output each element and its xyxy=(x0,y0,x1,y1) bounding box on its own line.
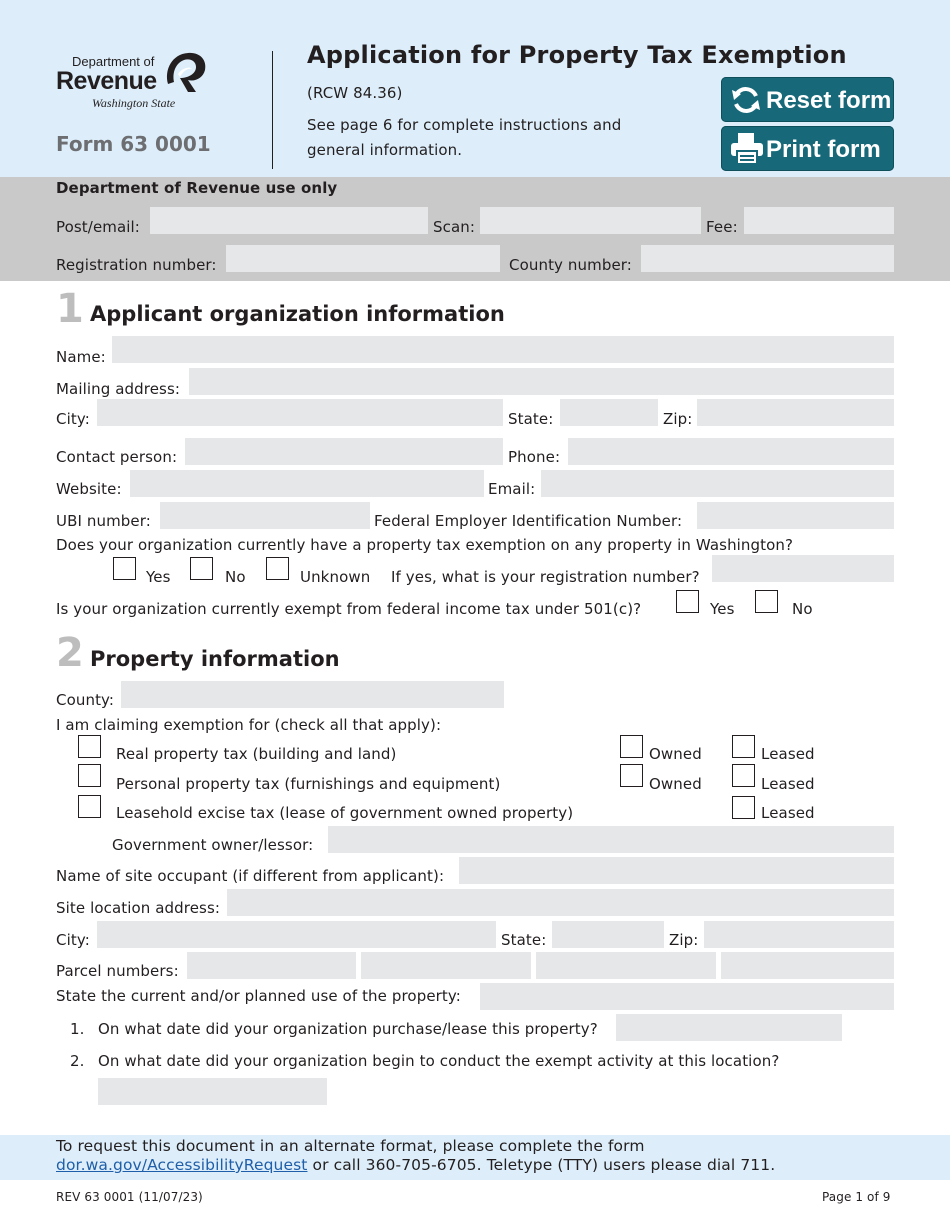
print-form-button[interactable] xyxy=(721,126,894,171)
current-use-label: State the current and/or planned use of the property: xyxy=(56,987,461,1005)
real-property-checkbox[interactable] xyxy=(78,735,101,758)
logo-emblem-icon xyxy=(162,50,208,94)
site-zip-label: Zip: xyxy=(669,931,699,949)
post-email-label: Post/email: xyxy=(56,218,140,236)
dor-logo xyxy=(56,50,216,112)
existing-no-checkbox[interactable] xyxy=(190,557,213,580)
ubi-label: UBI number: xyxy=(56,512,151,530)
site-occupant-field[interactable] xyxy=(459,857,894,884)
logo-line1: Department of xyxy=(72,54,155,69)
existing-yes-label: Yes xyxy=(146,568,171,586)
section2-title: Property information xyxy=(90,647,340,671)
state-label: State: xyxy=(508,410,554,428)
real-owned-checkbox[interactable] xyxy=(620,735,643,758)
question1-text: On what date did your organization purchase/lease this property? xyxy=(98,1020,598,1038)
email-label: Email: xyxy=(488,480,536,498)
section1-number: 1 xyxy=(56,286,84,332)
mailing-address-field[interactable] xyxy=(189,368,894,395)
question1-number: 1. xyxy=(70,1020,85,1038)
name-label: Name: xyxy=(56,348,106,366)
county-number-field[interactable] xyxy=(641,245,894,272)
website-label: Website: xyxy=(56,480,122,498)
city-field[interactable] xyxy=(97,399,503,426)
parcel-number-field[interactable] xyxy=(361,952,531,979)
personal-property-checkbox[interactable] xyxy=(78,764,101,787)
personal-leased-checkbox[interactable] xyxy=(732,764,755,787)
federal-yes-checkbox[interactable] xyxy=(676,590,699,613)
contact-person-label: Contact person: xyxy=(56,448,178,466)
state-field[interactable] xyxy=(560,399,658,426)
real-leased-label: Leased xyxy=(761,745,815,763)
site-location-field[interactable] xyxy=(227,889,894,916)
county-label: County: xyxy=(56,691,115,709)
logo-line3: Washington State xyxy=(92,96,176,110)
leasehold-leased-checkbox[interactable] xyxy=(732,796,755,819)
registration-number-label: Registration number: xyxy=(56,256,217,274)
rcw-ref: (RCW 84.36) xyxy=(307,84,403,102)
fein-field[interactable] xyxy=(697,502,894,529)
reset-form-label: Reset form xyxy=(766,87,892,114)
leasehold-leased-label: Leased xyxy=(761,804,815,822)
zip-field[interactable] xyxy=(697,399,894,426)
personal-owned-label: Owned xyxy=(649,775,702,793)
page-number: Page 1 of 9 xyxy=(822,1190,891,1204)
real-property-label: Real property tax (building and land) xyxy=(116,745,397,763)
phone-label: Phone: xyxy=(508,448,561,466)
personal-leased-label: Leased xyxy=(761,775,815,793)
fee-field[interactable] xyxy=(744,207,894,234)
scan-field[interactable] xyxy=(480,207,701,234)
contact-person-field[interactable] xyxy=(185,438,503,465)
personal-property-label: Personal property tax (furnishings and equipment) xyxy=(116,775,501,793)
parcel-numbers-label: Parcel numbers: xyxy=(56,962,179,980)
site-occupant-label: Name of site occupant (if different from applicant): xyxy=(56,867,445,885)
existing-unknown-label: Unknown xyxy=(300,568,371,586)
if-yes-registration-label: If yes, what is your registration number? xyxy=(391,568,700,586)
zip-label: Zip: xyxy=(663,410,693,428)
phone-field[interactable] xyxy=(568,438,894,465)
gov-owner-label: Government owner/lessor: xyxy=(112,836,314,854)
current-use-field[interactable] xyxy=(480,983,894,1010)
dor-use-heading: Department of Revenue use only xyxy=(56,179,338,197)
site-zip-field[interactable] xyxy=(704,921,894,948)
website-field[interactable] xyxy=(130,470,484,497)
existing-yes-checkbox[interactable] xyxy=(113,557,136,580)
question2-text: On what date did your organization begin to conduct the exempt activity at this location? xyxy=(98,1052,780,1070)
existing-no-label: No xyxy=(225,568,246,586)
real-owned-label: Owned xyxy=(649,745,702,763)
email-field[interactable] xyxy=(541,470,894,497)
county-field[interactable] xyxy=(121,681,504,708)
claiming-label: I am claiming exemption for (check all that apply): xyxy=(56,716,442,734)
leasehold-label: Leasehold excise tax (lease of government owned property) xyxy=(116,804,574,822)
form-number: Form 63 0001 xyxy=(56,132,211,156)
parcel-number-field[interactable] xyxy=(536,952,716,979)
accessibility-request-link[interactable]: dor.wa.gov/AccessibilityRequest xyxy=(56,1156,308,1174)
page-title: Application for Property Tax Exemption xyxy=(307,41,847,69)
real-leased-checkbox[interactable] xyxy=(732,735,755,758)
post-email-field[interactable] xyxy=(150,207,428,234)
site-state-label: State: xyxy=(501,931,547,949)
existing-registration-field[interactable] xyxy=(712,555,894,582)
registration-number-field[interactable] xyxy=(226,245,500,272)
fee-label: Fee: xyxy=(706,218,738,236)
site-city-field[interactable] xyxy=(97,921,496,948)
fein-label: Federal Employer Identification Number: xyxy=(374,512,683,530)
existing-unknown-checkbox[interactable] xyxy=(266,557,289,580)
name-field[interactable] xyxy=(112,336,894,363)
header-divider xyxy=(272,51,273,169)
question2-number: 2. xyxy=(70,1052,85,1070)
print-form-label: Print form xyxy=(766,136,881,163)
purchase-date-field[interactable] xyxy=(616,1014,842,1041)
revision-code: REV 63 0001 (11/07/23) xyxy=(56,1190,203,1204)
site-state-field[interactable] xyxy=(552,921,664,948)
federal-exempt-question: Is your organization currently exempt from federal income tax under 501(c)? xyxy=(56,600,642,618)
reset-form-button[interactable] xyxy=(721,77,894,122)
leasehold-checkbox[interactable] xyxy=(78,795,101,818)
alt-format-line1: To request this document in an alternate format, please complete the form xyxy=(56,1137,645,1155)
alt-format-contact: or call 360-705-6705. Teletype (TTY) users please dial 711. xyxy=(307,1156,776,1174)
federal-no-checkbox[interactable] xyxy=(755,590,778,613)
gov-owner-field[interactable] xyxy=(328,826,894,853)
activity-date-field[interactable] xyxy=(98,1078,327,1105)
personal-owned-checkbox[interactable] xyxy=(620,764,643,787)
scan-label: Scan: xyxy=(433,218,476,236)
refresh-icon xyxy=(729,83,763,117)
federal-yes-label: Yes xyxy=(710,600,735,618)
parcel-number-field[interactable] xyxy=(187,952,356,979)
section2-number: 2 xyxy=(56,630,84,676)
alt-format-line2 xyxy=(56,1156,775,1174)
site-location-label: Site location address: xyxy=(56,899,221,917)
federal-no-label: No xyxy=(792,600,813,618)
printer-icon xyxy=(729,132,765,166)
city-label: City: xyxy=(56,410,90,428)
section1-title: Applicant organization information xyxy=(90,302,505,326)
existing-exemption-question: Does your organization currently have a property tax exemption on any property in Washington? xyxy=(56,536,794,554)
instructions-line2: general information. xyxy=(307,141,463,159)
mailing-address-label: Mailing address: xyxy=(56,380,181,398)
logo-line2: Revenue xyxy=(56,67,157,95)
instructions-line1: See page 6 for complete instructions and xyxy=(307,116,622,134)
parcel-number-field[interactable] xyxy=(721,952,894,979)
ubi-field[interactable] xyxy=(160,502,370,529)
site-city-label: City: xyxy=(56,931,90,949)
county-number-label: County number: xyxy=(509,256,632,274)
